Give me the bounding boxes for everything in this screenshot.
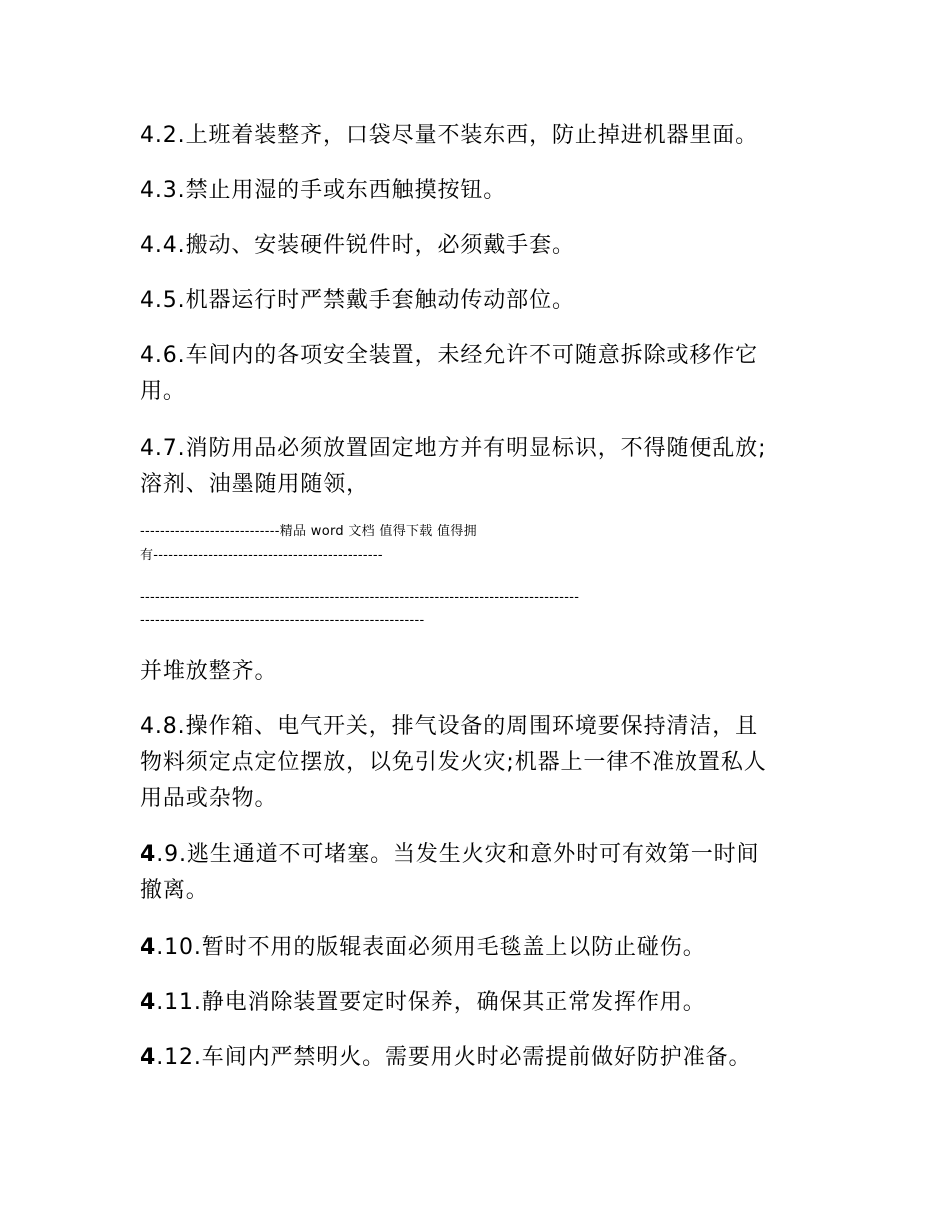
paragraph-line: .12.车间内严禁明火。需要用火时必需提前做好防护准备。 <box>156 1045 752 1070</box>
paragraph-line: 4.8.操作箱、电气开关，排气设备的周围环境要保持清洁，且 <box>140 714 759 739</box>
paragraph-line: .10.暂时不用的版辊表面必须用毛毯盖上以防止碰伤。 <box>156 935 706 960</box>
paragraph-4-3 <box>140 173 820 209</box>
divider-dash-line: ---------------------------------------------------------------------------------------- <box>140 590 580 605</box>
paragraph-4-11 <box>140 985 820 1021</box>
paragraph-line: 撤离。 <box>140 878 209 903</box>
divider-dash-line: --------------------------------------------------------- <box>140 613 425 628</box>
paragraph-number: 4 <box>140 935 157 960</box>
paragraph-line: 4.3.禁止用湿的手或东西触摸按钮。 <box>140 178 507 203</box>
paragraph-line: 4.4.搬动、安装硬件锐件时，必须戴手套。 <box>140 233 575 258</box>
paragraph-line: .9.逃生通道不可堵塞。当发生火灾和意外时可有效第一时间 <box>156 842 760 867</box>
paragraph-line: 溶剂、油墨随用随领， <box>140 472 370 497</box>
paragraph-line: 用品或杂物。 <box>140 786 278 811</box>
paragraph-line: 并堆放整齐。 <box>140 659 278 684</box>
paragraph-4-9 <box>140 837 820 909</box>
paragraph-line: 物料须定点定位摆放，以免引发火灾;机器上一律不准放置私人 <box>140 750 767 775</box>
watermark-text-line2: 有---------------------------------------------- <box>140 548 383 563</box>
paragraph-line: 用。 <box>140 379 186 404</box>
paragraph-line: 4.7.消防用品必须放置固定地方并有明显标识，不得随便乱放; <box>140 436 767 461</box>
paragraph-4-8 <box>140 709 820 817</box>
paragraph-4-7-continued <box>140 654 820 690</box>
paragraph-4-6 <box>140 338 820 410</box>
paragraph-line: 4.5.机器运行时严禁戴手套触动传动部位。 <box>140 288 575 313</box>
paragraph-4-4 <box>140 228 820 264</box>
paragraph-number: 4 <box>140 990 157 1015</box>
paragraph-line: .11.静电消除装置要定时保养，确保其正常发挥作用。 <box>156 990 706 1015</box>
paragraph-number: 4 <box>140 842 157 867</box>
watermark-text-line1: ----------------------------精品 word 文档 值得下载 值得拥 <box>140 524 477 539</box>
paragraph-4-2 <box>140 118 820 154</box>
paragraph-4-12 <box>140 1040 820 1076</box>
paragraph-number: 4 <box>140 1045 157 1070</box>
paragraph-line: 4.2.上班着装整齐，口袋尽量不装东西，防止掉进机器里面。 <box>140 123 759 148</box>
paragraph-4-10 <box>140 930 820 966</box>
paragraph-line: 4.6.车间内的各项安全装置，未经允许不可随意拆除或移作它 <box>140 343 759 368</box>
paragraph-4-7 <box>140 431 820 503</box>
paragraph-4-5 <box>140 283 820 319</box>
